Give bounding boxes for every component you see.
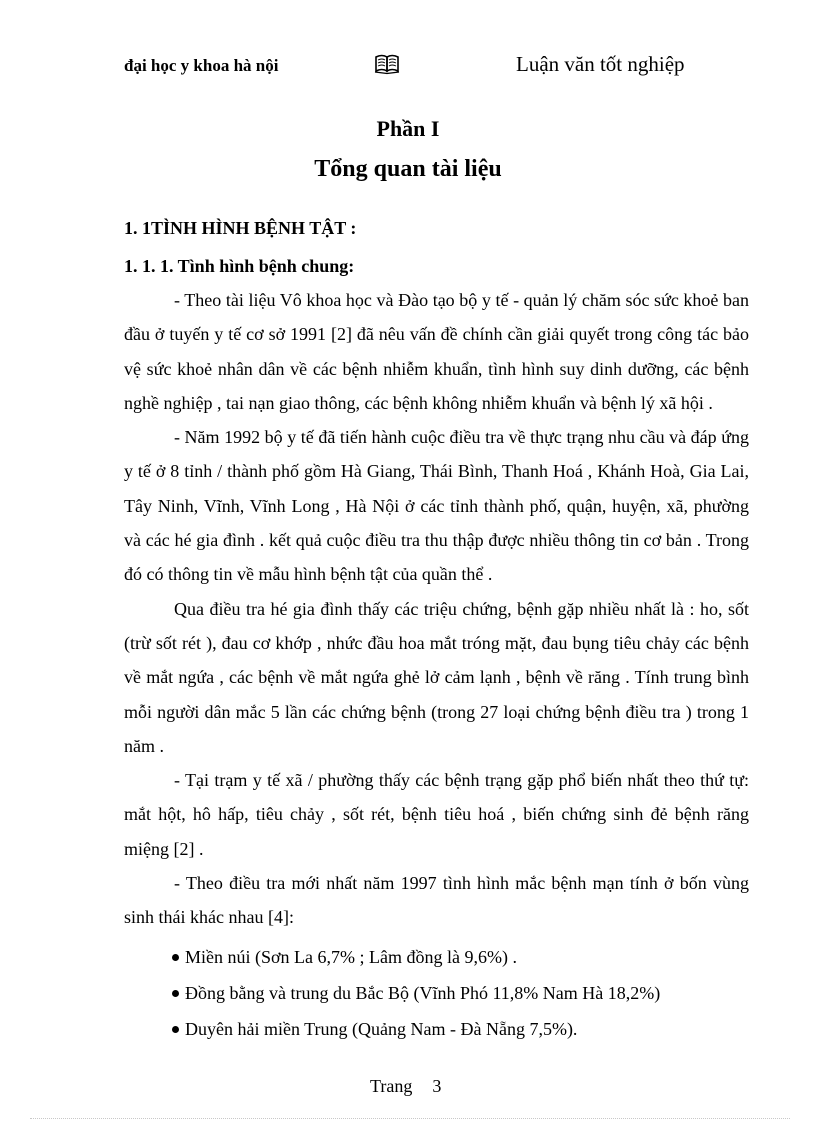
part-title: Phần I [376,116,440,141]
thesis-label: Luận văn tốt nghiệp [516,52,685,76]
list-item-text: Duyên hải miền Trung (Quảng Nam - Đà Nẵng 7,5%). [185,1018,578,1039]
page-footer [370,1076,441,1097]
section-heading: 1. 1TÌNH HÌNH BỆNH TẬT : [124,218,357,238]
bullet-icon [172,990,179,997]
footer-divider [30,1118,790,1119]
institution-name: đại học y khoa hà nội [124,56,279,75]
page-label: Trang [370,1076,413,1096]
paragraph: Qua điều tra hé gia đình thấy các triệu chứng, bệnh gặp nhiều nhất là : ho, sốt (trừ sốt rét ), đau cơ khớp , nhức đầu hoa mắt tróng mặt, đau bụng tiêu chảy các bệnh về mắt ngứa , các bệnh về mắt ngứa ghẻ lở cảm lạnh , bệnh về răng . Tính trung bình mỗi người dân mắc 5 lần các chứng bệnh (trong 27 loại chứng bệnh điều tra ) trong 1 năm . [124,598,749,756]
subsection-heading: 1. 1. 1. Tình hình bệnh chung: [124,256,355,276]
bullet-list [124,939,749,1047]
list-item-text: Đồng bằng và trung du Bắc Bộ (Vĩnh Phó 11,8% Nam Hà 18,2%) [185,982,661,1003]
doc-title: Tổng quan tài liệu [314,156,502,182]
paragraph: - Theo tài liệu Vô khoa học và Đào tạo bộ y tế - quản lý chăm sóc sức khoẻ ban đầu ở tuyến y tế cơ sở 1991 [2] đã nêu vấn đề chính cần giải quyết trong công tác bảo vệ sức khoẻ nhân dân về các bệnh nhiễm khuẩn, tình hình suy dinh dưỡng, các bệnh nghề nghiệp , tai nạn giao thông, các bệnh không nhiễm khuẩn và bệnh lý xã hội . [124,290,749,413]
bullet-icon [172,954,179,961]
page-number: 3 [432,1076,442,1096]
paragraph: - Tại trạm y tế xã / phường thấy các bệnh trạng gặp phổ biến nhất theo thứ tự: mắt hột, hô hấp, tiêu chảy , sốt rét, bệnh tiêu hoá , biến chứng sinh đẻ bệnh răng miệng [2] . [124,770,749,859]
list-item [124,975,749,1011]
list-item [124,1011,749,1047]
body-text [124,283,749,1047]
list-item-text: Miền núi (Sơn La 6,7% ; Lâm đồng là 9,6%) . [185,946,517,967]
paragraph: - Năm 1992 bộ y tế đã tiến hành cuộc điều tra về thực trạng nhu cầu và đáp ứng y tế ở 8 tỉnh / thành phố gồm Hà Giang, Thái Bình, Thanh Hoá , Khánh Hoà, Gia Lai, Tây Ninh, Vĩnh, Vĩnh Long , Hà Nội ở các tỉnh thành phố, quận, huyện, xã, phường và các hé gia đình . kết quả cuộc điều tra thu thập được nhiều thông tin cơ bản . Trong đó có thông tin về mẫu hình bệnh tật của quần thể . [124,427,749,585]
page-header [0,52,816,82]
open-book-icon [374,53,400,75]
paragraph: - Theo điều tra mới nhất năm 1997 tình hình mắc bệnh mạn tính ở bốn vùng sinh thái khác nhau [4]: [124,873,749,928]
list-item [124,939,749,975]
bullet-icon [172,1026,179,1033]
